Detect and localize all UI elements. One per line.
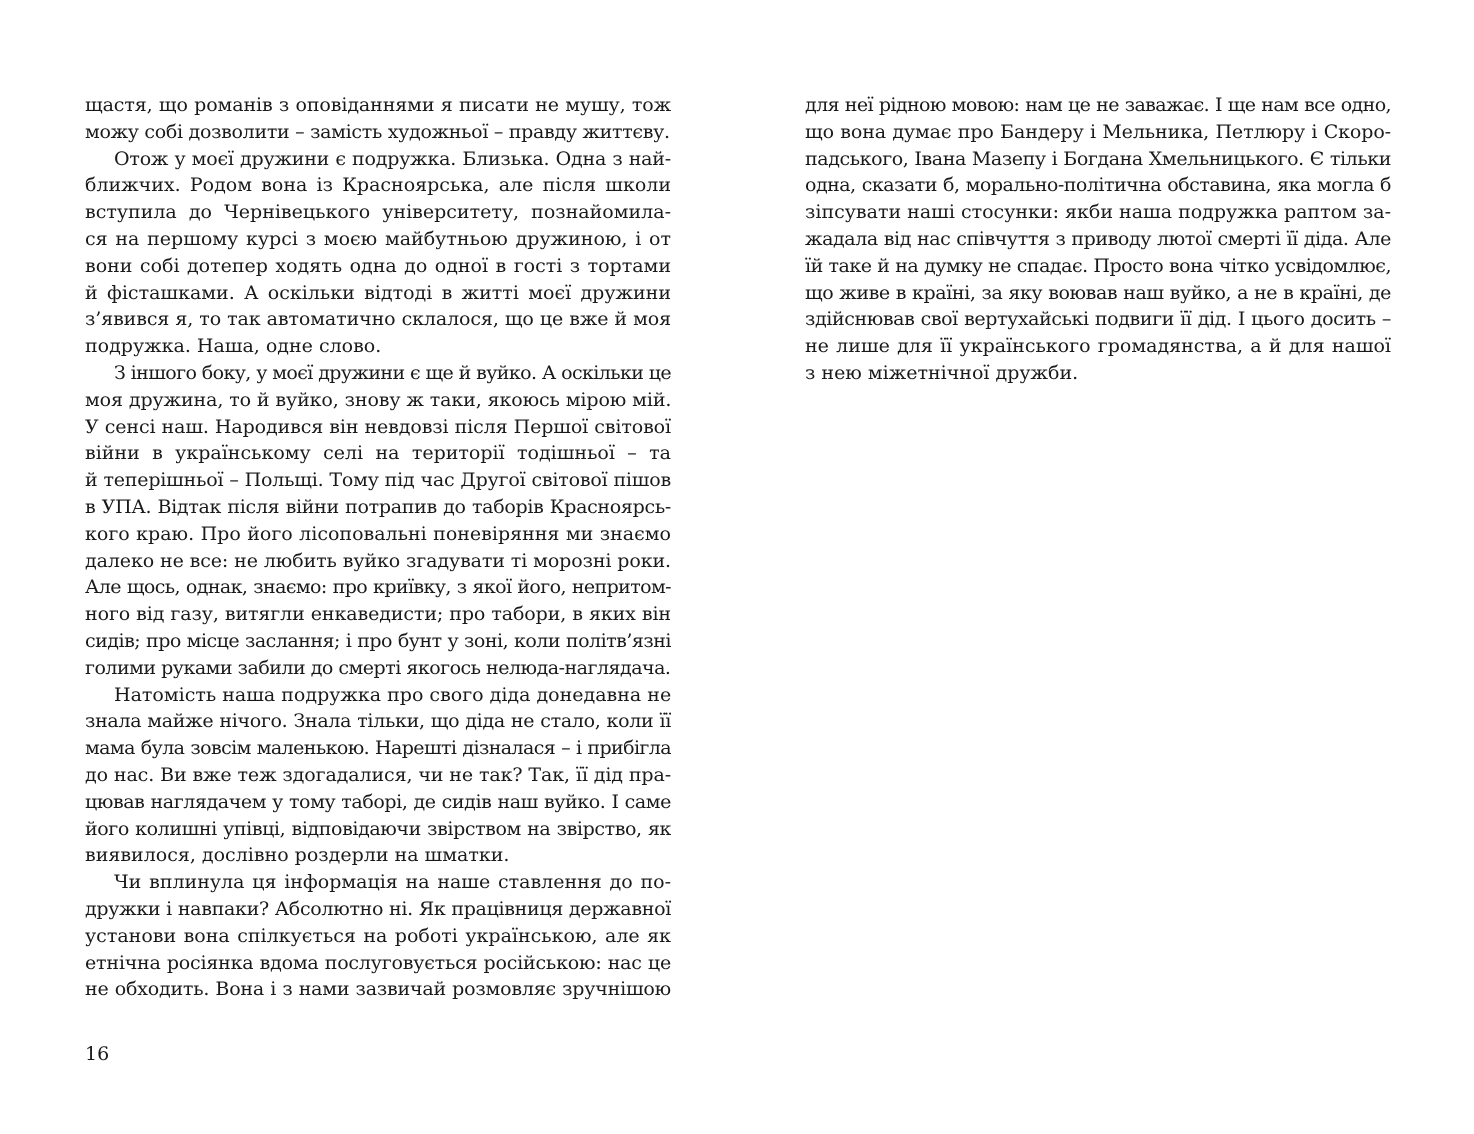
right-text-column: [805, 92, 1391, 387]
text-line: жадала від нас співчуття з приводу лютої смерті її діда. Але: [805, 227, 1391, 250]
text-line: не обходить. Вона і з нами зазвичай розмовляє зручнішою: [85, 978, 671, 1001]
text-line: ближчих. Родом вона із Красноярська, але після школи: [85, 174, 671, 197]
text-line: мама була зовсім маленькою. Нарешті дізналася – і прибігла: [85, 737, 671, 760]
page-number: 16: [85, 1043, 110, 1065]
text-line: ного від газу, витягли енкаведисти; про табори, в яких він: [85, 603, 671, 626]
text-line: установи вона спілкується на роботі українською, але як: [85, 924, 671, 947]
text-line: їй таке й на думку не спадає. Просто вона чітко усвідомлює,: [805, 254, 1391, 277]
text-line: до нас. Ви вже теж здогадалися, чи не так? Так, її дід пра-: [85, 763, 671, 786]
text-line: ся на першому курсі з моєю майбутньою дружиною, і от: [85, 227, 671, 250]
text-line: й фісташками. А оскільки відтоді в житті моєї дружини: [85, 281, 671, 304]
text-line: щастя, що романів з оповіданнями я писати не мушу, тож: [85, 94, 671, 116]
text-line: вступила до Чернівецького університету, познайомила-: [85, 201, 671, 224]
text-line: війни в українському селі на території тодішньої – та: [85, 442, 671, 465]
text-line: з’явився я, то так автоматично склалося, що це вже й моя: [85, 308, 671, 331]
right-page: [737, 0, 1474, 1134]
text-line: цював наглядачем у тому таборі, де сидів наш вуйко. І саме: [85, 790, 671, 813]
text-line: що живе в країні, за яку воював наш вуйко, а не в країні, де: [805, 281, 1391, 304]
text-line: Отож у моєї дружини є подружка. Близька. Одна з най-: [114, 147, 671, 170]
text-line: зіпсувати наші стосунки: якби наша подружка раптом за-: [805, 201, 1391, 224]
text-line: Але щось, однак, знаємо: про криївку, з якої його, непритом-: [85, 576, 671, 599]
text-line: не лише для її українського громадянства, а й для нашої: [805, 335, 1391, 358]
text-line: здійснював свої вертухайські подвиги її дід. І цього досить –: [805, 308, 1391, 331]
text-line: й теперішньої – Польщі. Тому під час Другої світової пішов: [85, 469, 671, 492]
text-line: етнічна росіянка вдома послуговується російською: нас це: [85, 951, 671, 974]
text-line: виявилося, дослівно роздерли на шматки.: [85, 844, 510, 867]
text-line: в УПА. Відтак після війни потрапив до таборів Красноярсь-: [85, 495, 671, 518]
text-line: Чи вплинула ця інформація на наше ставлення до по-: [114, 871, 671, 894]
text-line: з нею міжетнічної дружби.: [805, 361, 1079, 384]
text-line: сидів; про місце заслання; і про бунт у зоні, коли політв’язні: [85, 629, 671, 652]
text-line: У сенсі наш. Народився він невдовзі після Першої світової: [85, 415, 671, 438]
text-line: кого краю. Про його лісоповальні поневіряння ми знаємо: [85, 522, 671, 545]
text-line: далеко не все: не любить вуйко згадувати ті морозні роки.: [85, 549, 671, 572]
text-line: вони собі дотепер ходять одна до одної в гості з тортами: [85, 254, 671, 277]
text-line: З іншого боку, у моєї дружини є ще й вуйко. А оскільки це: [114, 361, 671, 384]
text-line: подружка. Наша, одне слово.: [85, 335, 382, 358]
text-line: дружки і навпаки? Абсолютно ні. Як працівниця державної: [85, 897, 671, 920]
text-line: можу собі дозволити – замість художньої – правду життєву.: [85, 120, 670, 143]
text-line: голими руками забили до смерті якогось нелюда-наглядача.: [85, 656, 671, 679]
text-line: моя дружина, то й вуйко, знову ж таки, якоюсь мірою мій.: [85, 388, 671, 411]
text-line: Натомість наша подружка про свого діда донедавна не: [114, 683, 671, 706]
left-text-column: [85, 92, 671, 1003]
text-line: для неї рідною мовою: нам це не заважає. І ще нам все одно,: [805, 94, 1391, 116]
text-line: падського, Івана Мазепу і Богдана Хмельницького. Є тільки: [805, 147, 1391, 170]
text-line: його колишні упівці, відповідаючи звірством на звірство, як: [85, 817, 671, 840]
text-line: знала майже нічого. Знала тільки, що діда не стало, коли її: [85, 710, 671, 733]
text-line: одна, сказати б, морально-політична обставина, яка могла б: [805, 174, 1391, 197]
text-line: що вона думає про Бандеру і Мельника, Петлюру і Скоро-: [805, 120, 1391, 143]
